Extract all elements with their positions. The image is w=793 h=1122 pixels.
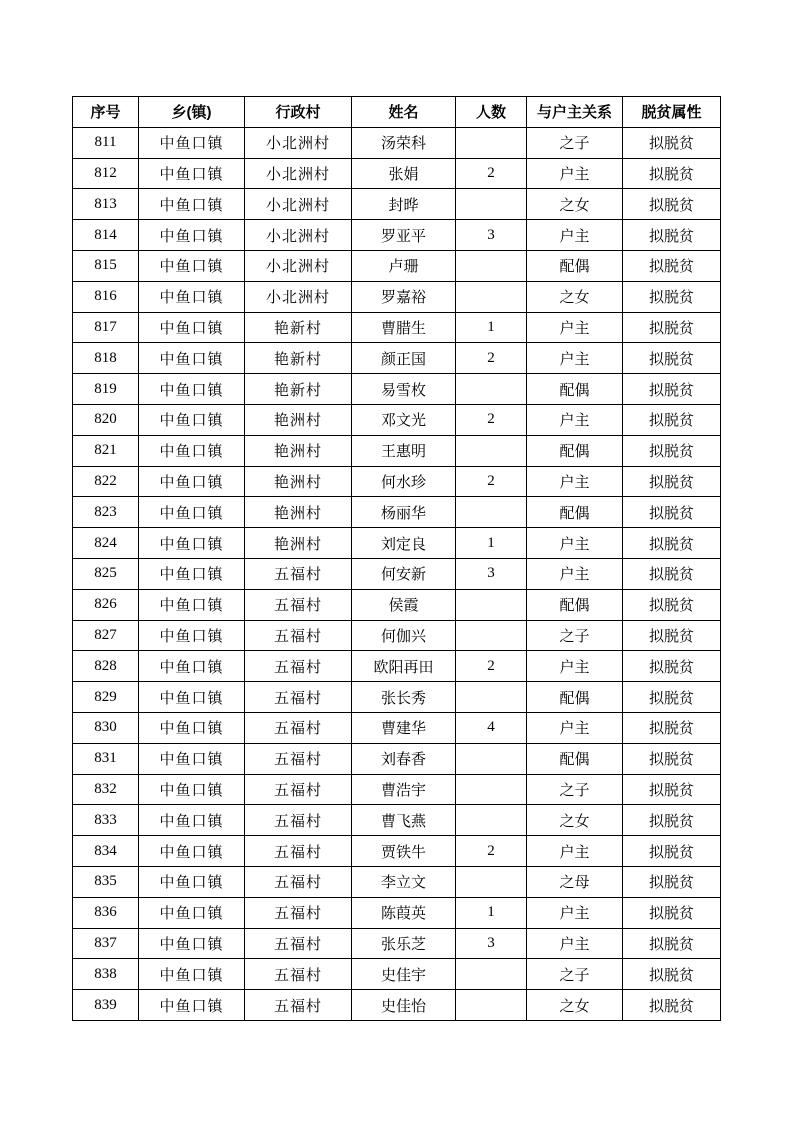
relation-cell: 户主	[527, 897, 623, 928]
serial-cell: 838	[73, 959, 139, 990]
table-row	[73, 651, 721, 682]
table-row	[73, 281, 721, 312]
count-cell	[456, 374, 527, 405]
village-cell: 艳新村	[245, 343, 352, 374]
village-cell: 小北洲村	[245, 127, 352, 158]
header-count: 人数	[456, 97, 527, 128]
name-cell: 王惠明	[352, 435, 456, 466]
township-cell: 中鱼口镇	[139, 990, 245, 1021]
township-cell: 中鱼口镇	[139, 558, 245, 589]
township-cell: 中鱼口镇	[139, 774, 245, 805]
name-cell: 罗嘉裕	[352, 281, 456, 312]
name-cell: 卢珊	[352, 250, 456, 281]
name-cell: 张长秀	[352, 682, 456, 713]
header-name: 姓名	[352, 97, 456, 128]
serial-cell: 824	[73, 528, 139, 559]
village-cell: 小北洲村	[245, 158, 352, 189]
serial-cell: 821	[73, 435, 139, 466]
status-cell: 拟脱贫	[623, 404, 721, 435]
township-cell: 中鱼口镇	[139, 682, 245, 713]
township-cell: 中鱼口镇	[139, 836, 245, 867]
village-cell: 五福村	[245, 620, 352, 651]
table-row	[73, 466, 721, 497]
status-cell: 拟脱贫	[623, 682, 721, 713]
count-cell	[456, 189, 527, 220]
table-row	[73, 404, 721, 435]
status-cell: 拟脱贫	[623, 127, 721, 158]
township-cell: 中鱼口镇	[139, 928, 245, 959]
relation-cell: 户主	[527, 404, 623, 435]
township-cell: 中鱼口镇	[139, 620, 245, 651]
serial-cell: 828	[73, 651, 139, 682]
table-row	[73, 866, 721, 897]
township-cell: 中鱼口镇	[139, 281, 245, 312]
village-cell: 艳洲村	[245, 466, 352, 497]
name-cell: 李立文	[352, 866, 456, 897]
township-cell: 中鱼口镇	[139, 866, 245, 897]
relation-cell: 户主	[527, 158, 623, 189]
serial-cell: 830	[73, 712, 139, 743]
status-cell: 拟脱贫	[623, 836, 721, 867]
serial-cell: 826	[73, 589, 139, 620]
serial-cell: 839	[73, 990, 139, 1021]
status-cell: 拟脱贫	[623, 990, 721, 1021]
relation-cell: 户主	[527, 466, 623, 497]
township-cell: 中鱼口镇	[139, 651, 245, 682]
relation-cell: 之母	[527, 866, 623, 897]
township-cell: 中鱼口镇	[139, 250, 245, 281]
name-cell: 张乐芝	[352, 928, 456, 959]
count-cell	[456, 990, 527, 1021]
relation-cell: 配偶	[527, 250, 623, 281]
status-cell: 拟脱贫	[623, 866, 721, 897]
serial-cell: 815	[73, 250, 139, 281]
count-cell	[456, 805, 527, 836]
count-cell	[456, 959, 527, 990]
township-cell: 中鱼口镇	[139, 959, 245, 990]
status-cell: 拟脱贫	[623, 528, 721, 559]
village-cell: 艳洲村	[245, 528, 352, 559]
table-row	[73, 805, 721, 836]
township-cell: 中鱼口镇	[139, 343, 245, 374]
header-township: 乡(镇)	[139, 97, 245, 128]
serial-cell: 825	[73, 558, 139, 589]
township-cell: 中鱼口镇	[139, 404, 245, 435]
serial-cell: 836	[73, 897, 139, 928]
table-row	[73, 682, 721, 713]
table-row	[73, 312, 721, 343]
serial-cell: 831	[73, 743, 139, 774]
status-cell: 拟脱贫	[623, 712, 721, 743]
township-cell: 中鱼口镇	[139, 312, 245, 343]
count-cell	[456, 250, 527, 281]
header-status: 脱贫属性	[623, 97, 721, 128]
name-cell: 曹飞燕	[352, 805, 456, 836]
status-cell: 拟脱贫	[623, 897, 721, 928]
village-cell: 五福村	[245, 682, 352, 713]
name-cell: 刘定良	[352, 528, 456, 559]
count-cell: 2	[456, 343, 527, 374]
name-cell: 封晔	[352, 189, 456, 220]
relation-cell: 之子	[527, 127, 623, 158]
township-cell: 中鱼口镇	[139, 497, 245, 528]
name-cell: 何安新	[352, 558, 456, 589]
village-cell: 五福村	[245, 712, 352, 743]
status-cell: 拟脱贫	[623, 774, 721, 805]
name-cell: 侯霞	[352, 589, 456, 620]
table-row	[73, 836, 721, 867]
count-cell: 2	[456, 651, 527, 682]
name-cell: 何伽兴	[352, 620, 456, 651]
count-cell: 3	[456, 220, 527, 251]
township-cell: 中鱼口镇	[139, 805, 245, 836]
village-cell: 艳新村	[245, 312, 352, 343]
status-cell: 拟脱贫	[623, 312, 721, 343]
serial-cell: 814	[73, 220, 139, 251]
table-row	[73, 959, 721, 990]
name-cell: 何水珍	[352, 466, 456, 497]
township-cell: 中鱼口镇	[139, 127, 245, 158]
township-cell: 中鱼口镇	[139, 466, 245, 497]
status-cell: 拟脱贫	[623, 466, 721, 497]
count-cell	[456, 774, 527, 805]
village-cell: 艳新村	[245, 374, 352, 405]
table-row	[73, 374, 721, 405]
name-cell: 张娟	[352, 158, 456, 189]
village-cell: 五福村	[245, 990, 352, 1021]
name-cell: 汤荣科	[352, 127, 456, 158]
township-cell: 中鱼口镇	[139, 589, 245, 620]
village-cell: 五福村	[245, 558, 352, 589]
relation-cell: 之子	[527, 959, 623, 990]
count-cell: 1	[456, 897, 527, 928]
village-cell: 五福村	[245, 651, 352, 682]
name-cell: 曹建华	[352, 712, 456, 743]
status-cell: 拟脱贫	[623, 435, 721, 466]
village-cell: 五福村	[245, 866, 352, 897]
count-cell: 2	[456, 466, 527, 497]
table-row	[73, 220, 721, 251]
status-cell: 拟脱贫	[623, 805, 721, 836]
table-row	[73, 343, 721, 374]
relation-cell: 户主	[527, 836, 623, 867]
relation-cell: 配偶	[527, 589, 623, 620]
township-cell: 中鱼口镇	[139, 158, 245, 189]
relation-cell: 之女	[527, 281, 623, 312]
status-cell: 拟脱贫	[623, 928, 721, 959]
count-cell: 3	[456, 928, 527, 959]
name-cell: 欧阳再田	[352, 651, 456, 682]
status-cell: 拟脱贫	[623, 959, 721, 990]
count-cell	[456, 743, 527, 774]
serial-cell: 832	[73, 774, 139, 805]
relation-cell: 配偶	[527, 682, 623, 713]
count-cell: 3	[456, 558, 527, 589]
township-cell: 中鱼口镇	[139, 897, 245, 928]
table-row	[73, 589, 721, 620]
relation-cell: 配偶	[527, 743, 623, 774]
name-cell: 杨丽华	[352, 497, 456, 528]
relation-cell: 之女	[527, 805, 623, 836]
table-row	[73, 712, 721, 743]
serial-cell: 813	[73, 189, 139, 220]
relation-cell: 之子	[527, 620, 623, 651]
serial-cell: 835	[73, 866, 139, 897]
name-cell: 刘春香	[352, 743, 456, 774]
name-cell: 易雪枚	[352, 374, 456, 405]
table-row	[73, 158, 721, 189]
header-relation: 与户主关系	[527, 97, 623, 128]
serial-cell: 827	[73, 620, 139, 651]
status-cell: 拟脱贫	[623, 250, 721, 281]
village-cell: 小北洲村	[245, 281, 352, 312]
relation-cell: 配偶	[527, 374, 623, 405]
relation-cell: 户主	[527, 343, 623, 374]
township-cell: 中鱼口镇	[139, 528, 245, 559]
village-cell: 五福村	[245, 897, 352, 928]
status-cell: 拟脱贫	[623, 158, 721, 189]
serial-cell: 834	[73, 836, 139, 867]
relation-cell: 户主	[527, 558, 623, 589]
relation-cell: 配偶	[527, 435, 623, 466]
serial-cell: 819	[73, 374, 139, 405]
village-cell: 五福村	[245, 959, 352, 990]
count-cell: 4	[456, 712, 527, 743]
table-row	[73, 497, 721, 528]
poverty-roster-table	[72, 96, 721, 1021]
village-cell: 五福村	[245, 589, 352, 620]
count-cell	[456, 497, 527, 528]
table-row	[73, 189, 721, 220]
relation-cell: 户主	[527, 712, 623, 743]
serial-cell: 817	[73, 312, 139, 343]
village-cell: 艳洲村	[245, 404, 352, 435]
serial-cell: 820	[73, 404, 139, 435]
table-row	[73, 127, 721, 158]
count-cell	[456, 589, 527, 620]
table-row	[73, 435, 721, 466]
relation-cell: 户主	[527, 651, 623, 682]
table-row	[73, 897, 721, 928]
name-cell: 贾铁牛	[352, 836, 456, 867]
status-cell: 拟脱贫	[623, 620, 721, 651]
table-row	[73, 774, 721, 805]
relation-cell: 户主	[527, 220, 623, 251]
status-cell: 拟脱贫	[623, 374, 721, 405]
township-cell: 中鱼口镇	[139, 189, 245, 220]
status-cell: 拟脱贫	[623, 497, 721, 528]
count-cell	[456, 435, 527, 466]
township-cell: 中鱼口镇	[139, 435, 245, 466]
relation-cell: 之女	[527, 189, 623, 220]
count-cell: 1	[456, 312, 527, 343]
village-cell: 五福村	[245, 836, 352, 867]
township-cell: 中鱼口镇	[139, 743, 245, 774]
status-cell: 拟脱贫	[623, 589, 721, 620]
village-cell: 艳洲村	[245, 497, 352, 528]
name-cell: 罗亚平	[352, 220, 456, 251]
village-cell: 五福村	[245, 774, 352, 805]
header-village: 行政村	[245, 97, 352, 128]
township-cell: 中鱼口镇	[139, 374, 245, 405]
count-cell	[456, 127, 527, 158]
serial-cell: 829	[73, 682, 139, 713]
name-cell: 邓文光	[352, 404, 456, 435]
name-cell: 曹腊生	[352, 312, 456, 343]
count-cell	[456, 866, 527, 897]
table-row	[73, 250, 721, 281]
village-cell: 艳洲村	[245, 435, 352, 466]
relation-cell: 户主	[527, 928, 623, 959]
relation-cell: 户主	[527, 528, 623, 559]
count-cell	[456, 620, 527, 651]
village-cell: 小北洲村	[245, 250, 352, 281]
serial-cell: 822	[73, 466, 139, 497]
village-cell: 五福村	[245, 805, 352, 836]
status-cell: 拟脱贫	[623, 651, 721, 682]
table-row	[73, 743, 721, 774]
serial-cell: 833	[73, 805, 139, 836]
count-cell: 2	[456, 404, 527, 435]
table-row	[73, 620, 721, 651]
table-row	[73, 990, 721, 1021]
serial-cell: 837	[73, 928, 139, 959]
serial-cell: 816	[73, 281, 139, 312]
village-cell: 五福村	[245, 743, 352, 774]
table-row	[73, 528, 721, 559]
count-cell: 1	[456, 528, 527, 559]
serial-cell: 812	[73, 158, 139, 189]
status-cell: 拟脱贫	[623, 343, 721, 374]
relation-cell: 配偶	[527, 497, 623, 528]
village-cell: 小北洲村	[245, 220, 352, 251]
relation-cell: 之女	[527, 990, 623, 1021]
header-row	[73, 97, 721, 128]
status-cell: 拟脱贫	[623, 189, 721, 220]
serial-cell: 818	[73, 343, 139, 374]
name-cell: 颜正国	[352, 343, 456, 374]
name-cell: 陈葭英	[352, 897, 456, 928]
name-cell: 史佳宇	[352, 959, 456, 990]
table-row	[73, 928, 721, 959]
count-cell: 2	[456, 158, 527, 189]
serial-cell: 811	[73, 127, 139, 158]
relation-cell: 户主	[527, 312, 623, 343]
status-cell: 拟脱贫	[623, 220, 721, 251]
township-cell: 中鱼口镇	[139, 220, 245, 251]
relation-cell: 之子	[527, 774, 623, 805]
table-body	[73, 127, 721, 1020]
count-cell	[456, 281, 527, 312]
serial-cell: 823	[73, 497, 139, 528]
name-cell: 曹浩宇	[352, 774, 456, 805]
village-cell: 小北洲村	[245, 189, 352, 220]
name-cell: 史佳怡	[352, 990, 456, 1021]
status-cell: 拟脱贫	[623, 743, 721, 774]
township-cell: 中鱼口镇	[139, 712, 245, 743]
village-cell: 五福村	[245, 928, 352, 959]
count-cell	[456, 682, 527, 713]
table-row	[73, 558, 721, 589]
count-cell: 2	[456, 836, 527, 867]
header-serial: 序号	[73, 97, 139, 128]
status-cell: 拟脱贫	[623, 558, 721, 589]
status-cell: 拟脱贫	[623, 281, 721, 312]
